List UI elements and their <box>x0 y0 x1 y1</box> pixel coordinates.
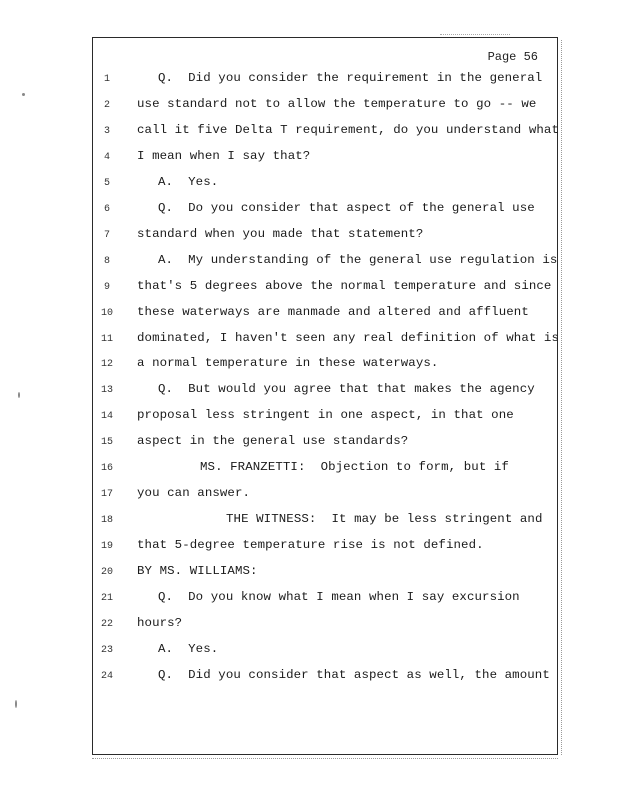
line-text: you can answer. <box>137 486 251 501</box>
line-text: aspect in the general use standards? <box>137 434 409 449</box>
transcript-line <box>0 94 618 120</box>
transcript-line <box>0 224 618 250</box>
line-number: 18 <box>100 515 113 527</box>
scan-speck <box>22 93 25 96</box>
line-number: 14 <box>100 411 113 423</box>
line-text: standard when you made that statement? <box>137 226 424 241</box>
line-text: a normal temperature in these waterways. <box>137 356 439 371</box>
transcript-line <box>0 68 618 94</box>
line-text: A. My understanding of the general use regulation is <box>158 252 558 267</box>
line-text: A. Yes. <box>158 174 219 189</box>
scan-speck <box>18 392 20 398</box>
line-text: call it five Delta T requirement, do you understand what <box>137 122 559 137</box>
line-number: 4 <box>103 151 110 163</box>
line-number: 22 <box>100 618 113 630</box>
line-number: 20 <box>100 567 113 579</box>
line-text: that 5-degree temperature rise is not defined. <box>137 538 484 553</box>
transcript-line <box>0 120 618 146</box>
line-text: BY MS. WILLIAMS: <box>137 564 258 579</box>
line-text: proposal less stringent in one aspect, in that one <box>137 408 514 423</box>
line-number: 7 <box>103 229 110 241</box>
transcript-line <box>0 639 618 665</box>
transcript-line <box>0 483 618 509</box>
transcript-line <box>0 250 618 276</box>
transcript-line <box>0 431 618 457</box>
transcript-line <box>0 379 618 405</box>
transcript-line <box>0 198 618 224</box>
line-text: dominated, I haven't seen any real definition of what is <box>137 330 559 345</box>
line-number: 9 <box>103 281 110 293</box>
line-text: Q. Do you know what I mean when I say excursion <box>158 590 520 604</box>
transcript-line <box>0 302 618 328</box>
line-number: 3 <box>103 125 110 137</box>
line-number: 12 <box>100 359 113 371</box>
line-number: 8 <box>103 255 110 267</box>
transcript-line <box>0 405 618 431</box>
scan-edge-top <box>440 34 510 37</box>
line-text: A. Yes. <box>158 641 219 656</box>
line-number: 11 <box>100 333 113 345</box>
line-number: 10 <box>100 307 113 319</box>
transcript-line <box>0 665 618 691</box>
transcript-line <box>0 509 618 535</box>
transcript-line <box>0 328 618 354</box>
transcript-line <box>0 587 618 613</box>
transcript-line <box>0 172 618 198</box>
line-number: 21 <box>100 593 113 604</box>
line-text: Q. Do you consider that aspect of the general use <box>158 200 535 215</box>
line-number: 16 <box>100 463 113 475</box>
line-text: I mean when I say that? <box>137 148 311 163</box>
line-number: 15 <box>100 437 113 449</box>
transcript-line <box>0 276 618 302</box>
transcript-line <box>0 353 618 379</box>
line-number: 6 <box>103 203 110 215</box>
line-number: 24 <box>100 670 113 682</box>
line-text: Q. Did you consider that aspect as well, the amount <box>158 667 550 682</box>
line-number: 1 <box>103 74 110 85</box>
transcript-line <box>0 561 618 587</box>
line-number: 19 <box>100 541 113 553</box>
line-text: that's 5 degrees above the normal temperature and since <box>137 278 552 293</box>
line-text: THE WITNESS: It may be less stringent and <box>226 512 543 527</box>
line-number: 13 <box>100 385 113 397</box>
line-number: 23 <box>100 644 113 656</box>
transcript-line <box>0 613 618 639</box>
transcript-line <box>0 535 618 561</box>
transcript-line <box>0 457 618 483</box>
line-number: 17 <box>100 489 113 501</box>
line-text: MS. FRANZETTI: Objection to form, but if <box>200 460 509 475</box>
scan-edge-bottom <box>92 758 558 761</box>
line-number: 2 <box>103 99 110 111</box>
line-text: Q. But would you agree that that makes the agency <box>158 382 535 397</box>
line-text: Q. Did you consider the requirement in the general <box>158 71 543 85</box>
line-text: use standard not to allow the temperature to go -- we <box>137 96 537 111</box>
page-number: Page 56 <box>487 50 538 64</box>
line-text: hours? <box>137 615 183 630</box>
scan-speck <box>15 700 17 708</box>
line-text: these waterways are manmade and altered and affluent <box>137 304 529 319</box>
line-number: 5 <box>103 177 110 189</box>
transcript-line <box>0 146 618 172</box>
